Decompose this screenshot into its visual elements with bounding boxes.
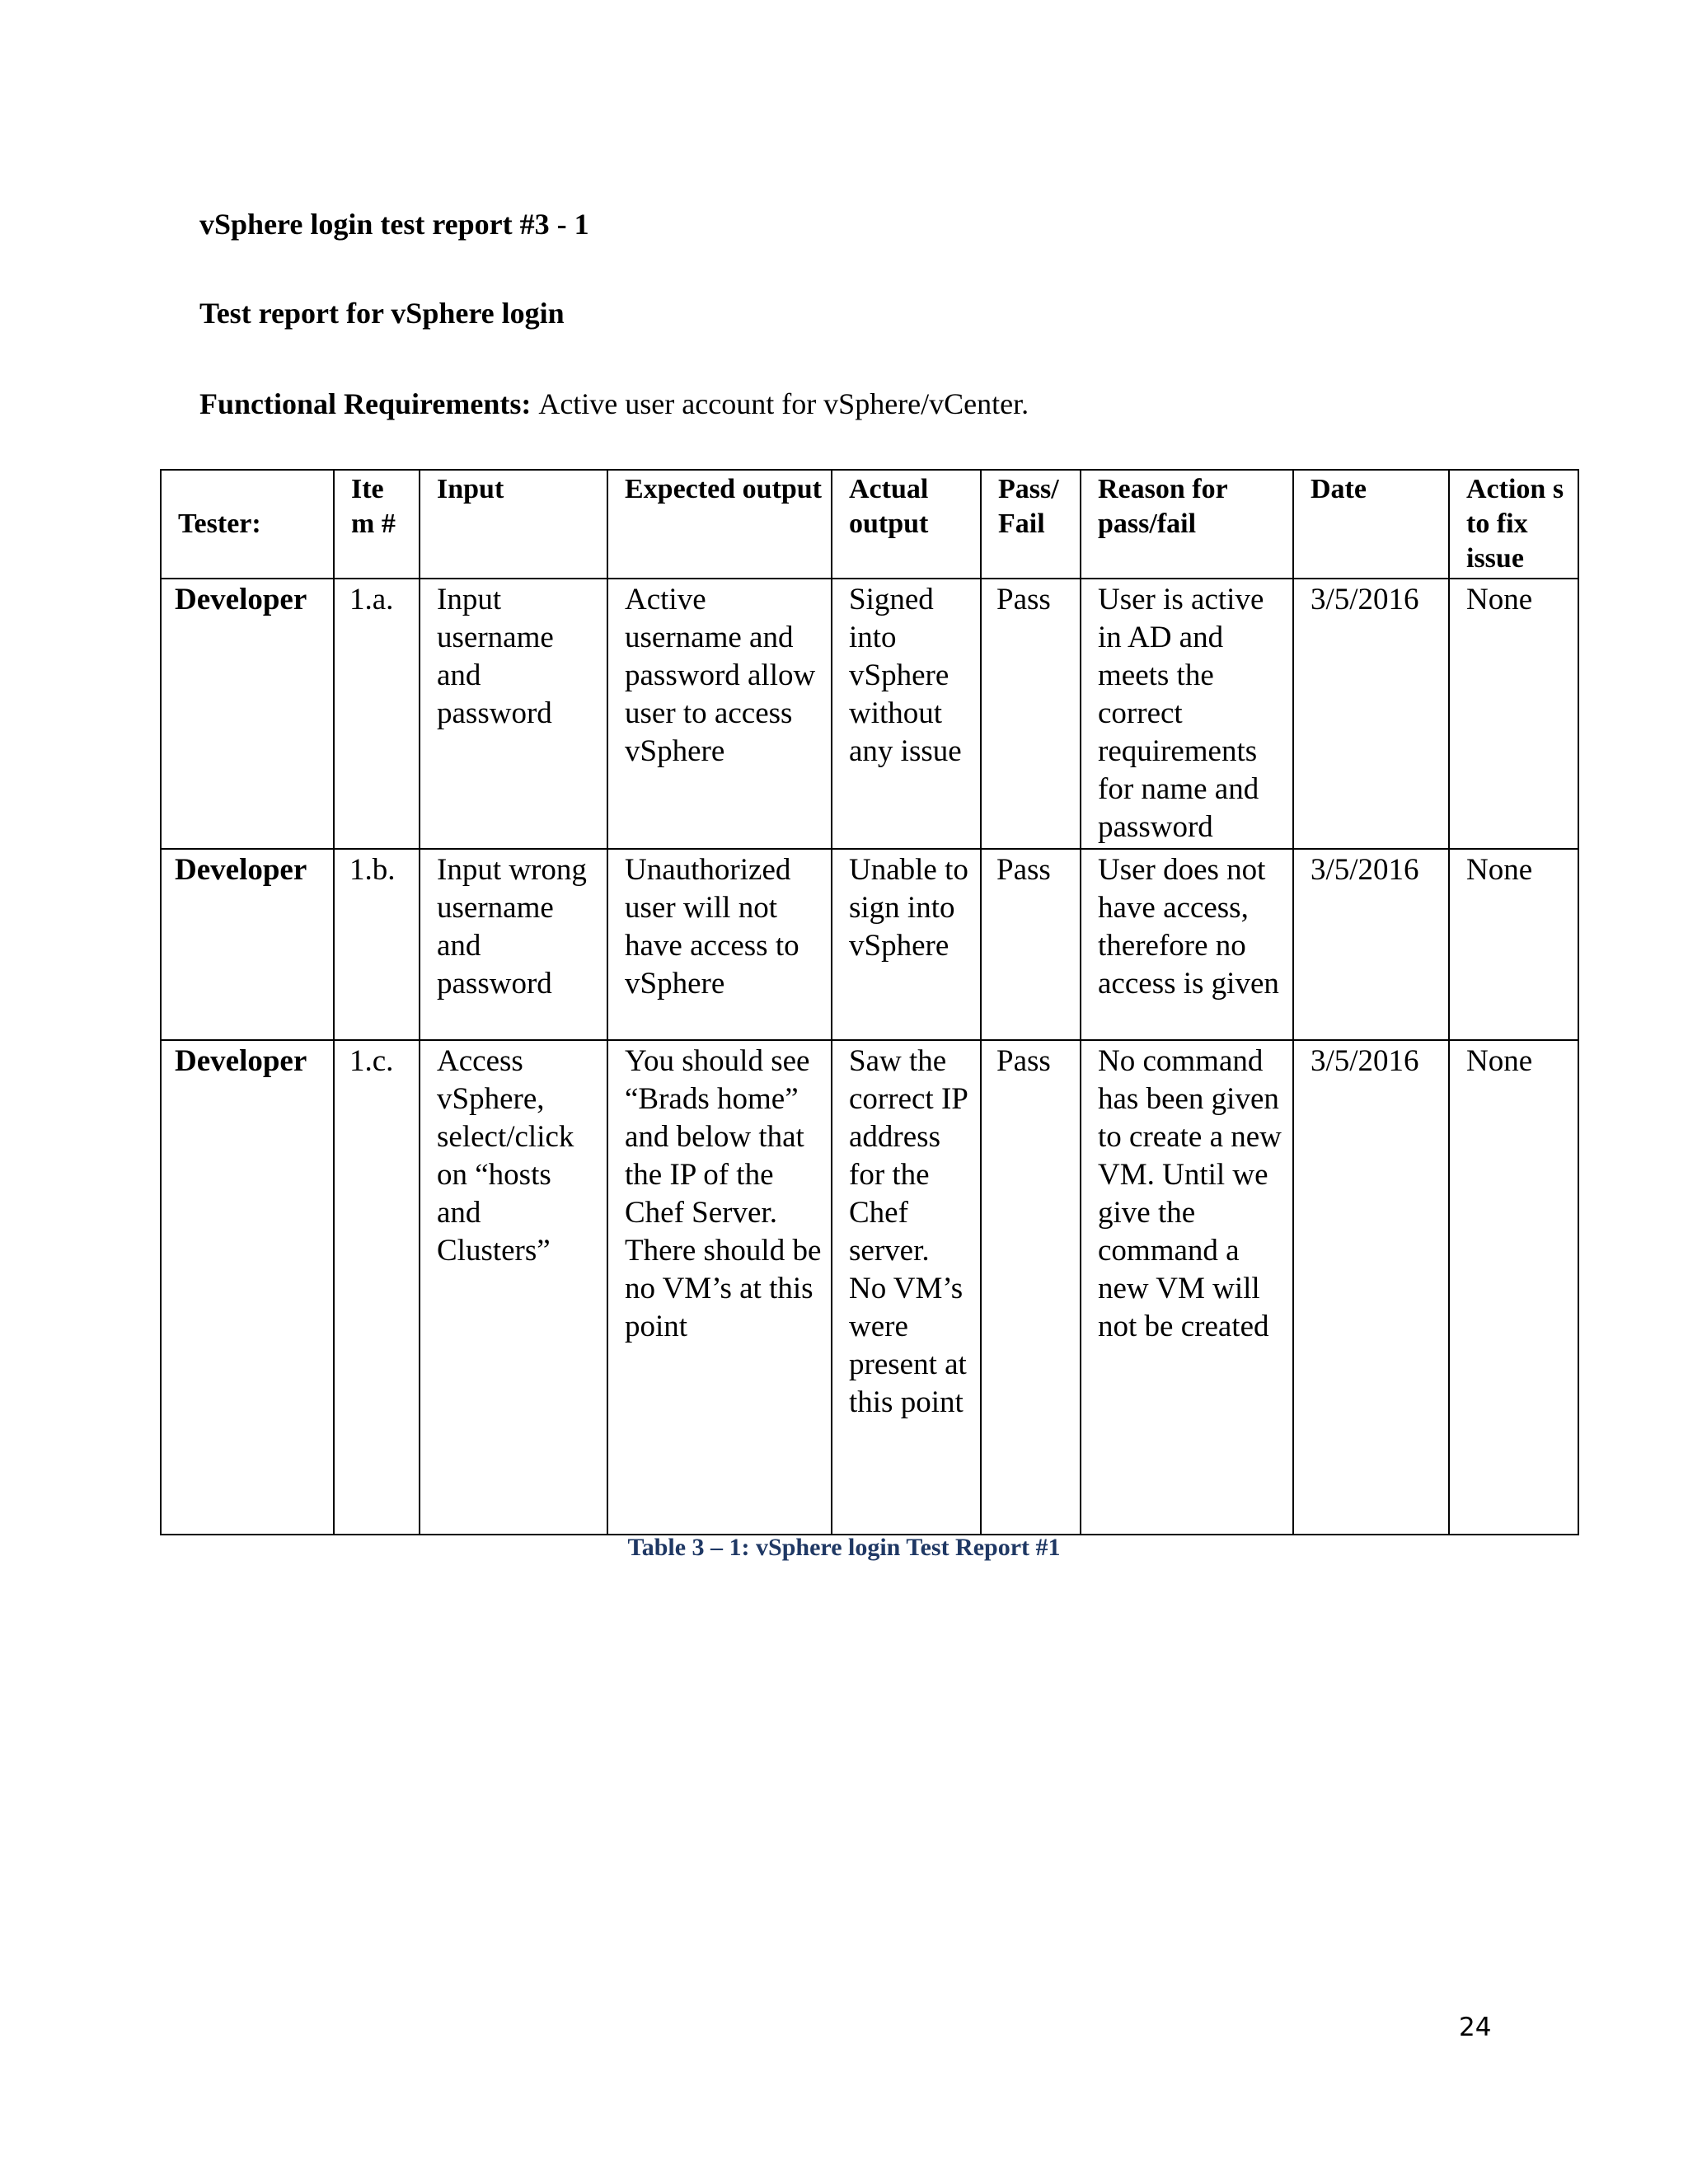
table-header-row xyxy=(161,470,1578,579)
cell-input: Input username and password xyxy=(420,579,607,849)
cell-tester: Developer xyxy=(161,579,334,849)
cell-actions: None xyxy=(1449,579,1578,849)
functional-requirements xyxy=(199,386,1029,422)
cell-actual-output: Signed into vSphere without any issue xyxy=(832,579,981,849)
cell-tester: Developer xyxy=(161,849,334,1040)
document-subtitle: Test report for vSphere login xyxy=(199,297,565,330)
cell-date: 3/5/2016 xyxy=(1293,579,1449,849)
cell-item: 1.b. xyxy=(334,849,420,1040)
cell-date: 3/5/2016 xyxy=(1293,1040,1449,1535)
page-number: 24 xyxy=(1459,2013,1492,2042)
cell-item: 1.c. xyxy=(334,1040,420,1535)
header-actions: Action s to fix issue xyxy=(1449,470,1578,579)
cell-input: Input wrong username and password xyxy=(420,849,607,1040)
table-row xyxy=(161,579,1578,849)
cell-expected-output: You should see “Brads home” and below that the IP of the Chef Server. There should be no VM’s at this point xyxy=(607,1040,832,1535)
cell-actual-output: Saw the correct IP address for the Chef server. No VM’s were present at this point xyxy=(832,1040,981,1535)
test-report-table xyxy=(160,469,1579,1535)
table-row xyxy=(161,1040,1578,1535)
cell-reason: User does not have access, therefore no access is given xyxy=(1081,849,1293,1040)
cell-pass-fail: Pass xyxy=(981,849,1081,1040)
cell-expected-output: Active username and password allow user to access vSphere xyxy=(607,579,832,849)
cell-reason: No command has been given to create a new VM. Until we give the command a new VM will not be created xyxy=(1081,1040,1293,1535)
cell-expected-output: Unauthorized user will not have access to vSphere xyxy=(607,849,832,1040)
header-item: Ite m # xyxy=(334,470,420,579)
table-caption: Table 3 – 1: vSphere login Test Report #1 xyxy=(627,1534,1061,1561)
header-expected-output: Expected output xyxy=(607,470,832,579)
cell-pass-fail: Pass xyxy=(981,579,1081,849)
header-reason: Reason for pass/fail xyxy=(1081,470,1293,579)
functional-requirements-label: Functional Requirements: xyxy=(199,387,532,420)
header-actual-output: Actual output xyxy=(832,470,981,579)
table-row xyxy=(161,849,1578,1040)
header-date: Date xyxy=(1293,470,1449,579)
cell-actions: None xyxy=(1449,1040,1578,1535)
header-tester: Tester: xyxy=(161,470,334,579)
cell-input: Access vSphere, select/click on “hosts and Clusters” xyxy=(420,1040,607,1535)
cell-actual-output: Unable to sign into vSphere xyxy=(832,849,981,1040)
functional-requirements-value: Active user account for vSphere/vCenter. xyxy=(538,387,1029,420)
cell-item: 1.a. xyxy=(334,579,420,849)
cell-reason: User is active in AD and meets the correct requirements for name and password xyxy=(1081,579,1293,849)
cell-date: 3/5/2016 xyxy=(1293,849,1449,1040)
header-pass-fail: Pass/ Fail xyxy=(981,470,1081,579)
cell-actions: None xyxy=(1449,849,1578,1040)
document-title: vSphere login test report #3 - 1 xyxy=(199,208,589,241)
cell-pass-fail: Pass xyxy=(981,1040,1081,1535)
cell-tester: Developer xyxy=(161,1040,334,1535)
header-input: Input xyxy=(420,470,607,579)
